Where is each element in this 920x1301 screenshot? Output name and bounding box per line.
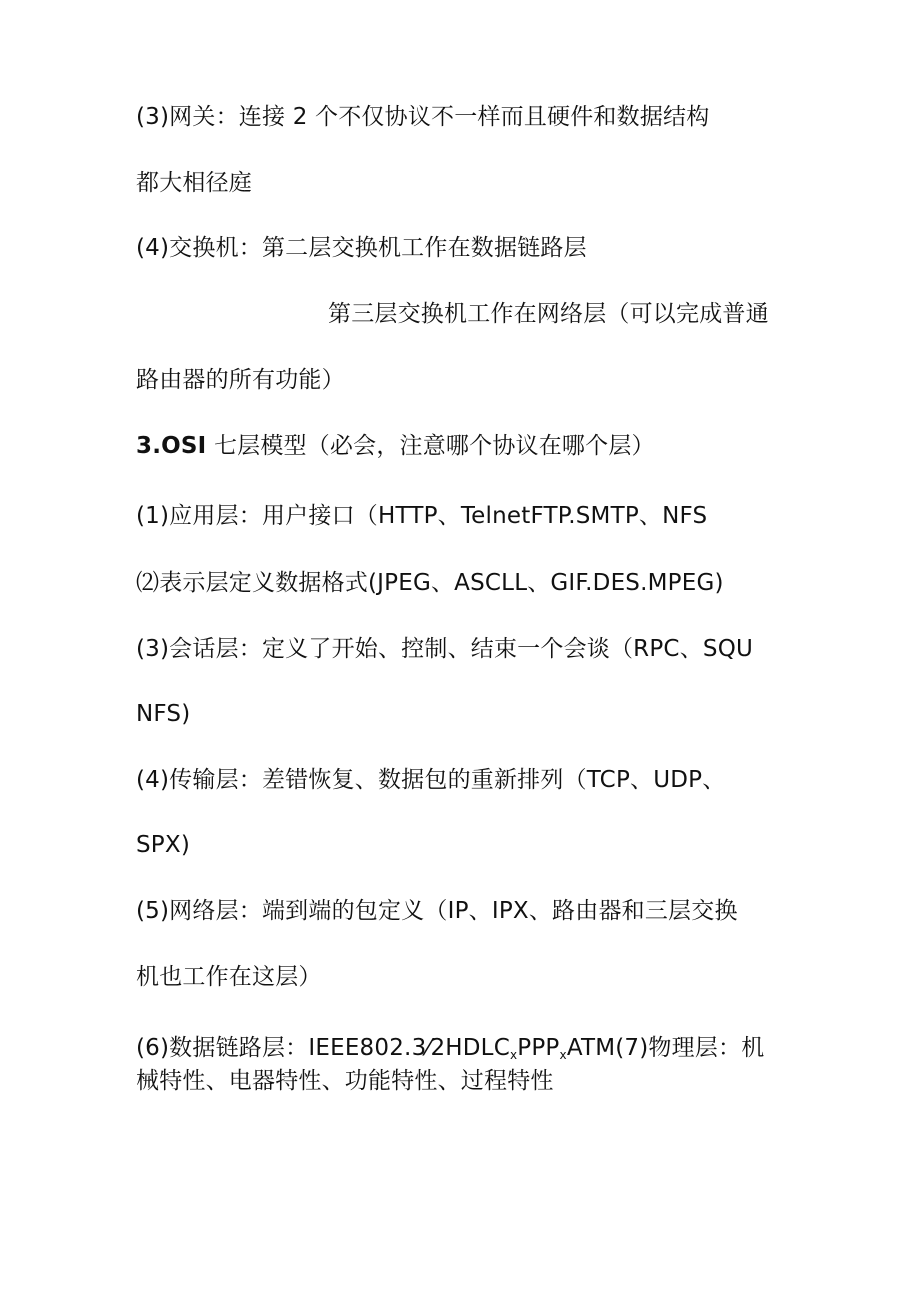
line-switch: (4)交换机：第二层交换机工作在数据链路层 <box>136 235 587 261</box>
line-session-layer-cont: NFS) <box>136 701 191 727</box>
line-transport-layer-cont: SPX) <box>136 832 190 858</box>
datalink-text-c: ATM(7)物理层：机 <box>566 1035 765 1061</box>
line-application-layer: (1)应用层：用户接口（HTTP、TelnetFTP.SMTP、NFS <box>136 503 708 529</box>
datalink-subscript-1: x <box>509 1048 518 1062</box>
line-presentation-layer: ⑵表示层定义数据格式(JPEG、ASCLL、GIF.DES.MPEG) <box>136 570 724 596</box>
section-number: 3.OSI <box>136 433 207 459</box>
line-datalink-layer <box>136 1033 764 1070</box>
line-network-layer-cont: 机也工作在这层） <box>136 964 322 990</box>
line-network-layer: (5)网络层：端到端的包定义（IP、IPX、路由器和三层交换 <box>136 898 738 924</box>
line-transport-layer: (4)传输层：差错恢复、数据包的重新排列（TCP、UDP、 <box>136 767 726 793</box>
line-session-layer: (3)会话层：定义了开始、控制、结束一个会谈（RPC、SQU <box>136 636 754 662</box>
line-gateway: (3)网关：连接 2 个不仅协议不一样而且硬件和数据结构 <box>136 104 710 130</box>
line-gateway-cont: 都大相径庭 <box>136 170 252 196</box>
datalink-text-b: PPP <box>517 1035 560 1061</box>
datalink-subscript-2: x <box>559 1048 567 1062</box>
line-layer3-switch-cont: 路由器的所有功能） <box>136 367 345 393</box>
line-layer3-switch: 第三层交换机工作在网络层（可以完成普通 <box>328 301 769 327</box>
datalink-text-a: (6)数据链路层：IEEE802.3⁄2HDLC <box>136 1035 510 1061</box>
section-heading-osi <box>136 431 655 461</box>
line-physical-layer-cont: 械特性、电器特性、功能特性、过程特性 <box>136 1068 554 1094</box>
section-title: 七层模型（必会，注意哪个协议在哪个层） <box>213 433 655 459</box>
